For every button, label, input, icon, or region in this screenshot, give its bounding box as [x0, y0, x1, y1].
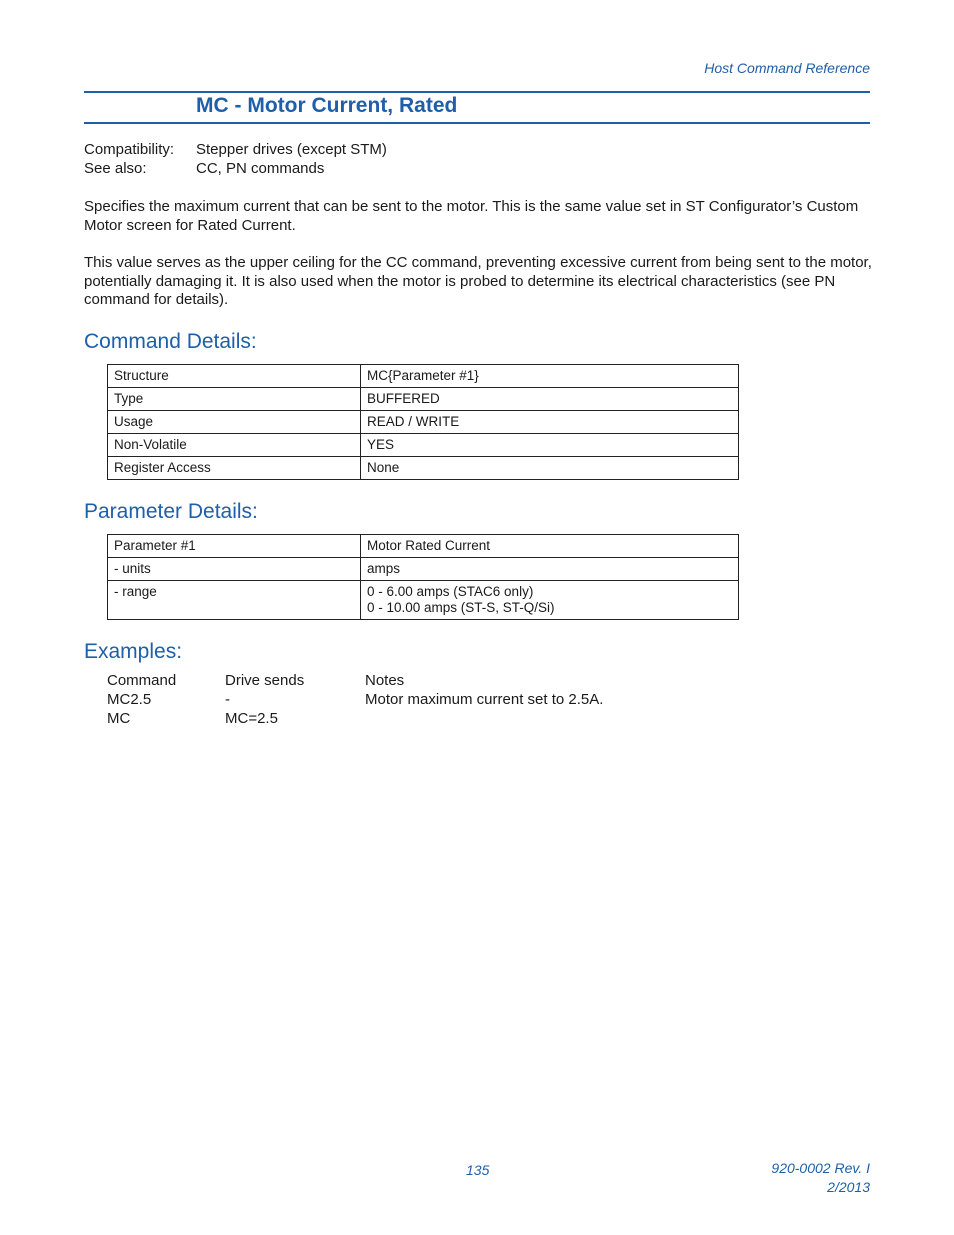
command-details-heading: Command Details:	[84, 330, 257, 353]
table-row	[108, 365, 739, 388]
see-also-label: See also:	[84, 160, 147, 177]
example-drive-sends: MC=2.5	[225, 710, 278, 727]
footer-revision-block	[771, 1159, 870, 1197]
table-cell-label: Parameter #1	[108, 535, 361, 558]
table-cell-label: Structure	[108, 365, 361, 388]
table-cell-value	[361, 581, 739, 620]
table-row	[108, 457, 739, 480]
description-paragraph-1: Specifies the maximum current that can be sent to the motor. This is the same value set in ST Configurator’s Custom Motor screen for Rated Current.	[84, 198, 859, 234]
column-header-drive-sends: Drive sends	[225, 672, 305, 689]
table-cell-value: Motor Rated Current	[361, 535, 739, 558]
table-row	[108, 434, 739, 457]
page-title: MC - Motor Current, Rated	[196, 94, 458, 117]
column-header-notes: Notes	[365, 672, 405, 689]
command-details-table	[107, 364, 739, 480]
table-row	[108, 388, 739, 411]
table-row	[108, 558, 739, 581]
table-cell-value: YES	[361, 434, 739, 457]
page-number: 135	[466, 1162, 490, 1178]
table-cell-value: READ / WRITE	[361, 411, 739, 434]
see-also-value: CC, PN commands	[196, 160, 325, 177]
table-cell-label: - range	[108, 581, 361, 620]
document-date: 2/2013	[827, 1179, 870, 1195]
column-header-command: Command	[107, 672, 177, 689]
parameter-details-heading: Parameter Details:	[84, 500, 258, 523]
table-cell-value: None	[361, 457, 739, 480]
title-rule-top	[84, 91, 870, 93]
table-cell-label: Register Access	[108, 457, 361, 480]
range-line-1: 0 - 6.00 amps (STAC6 only)	[367, 584, 534, 599]
range-line-2: 0 - 10.00 amps (ST-S, ST-Q/Si)	[367, 600, 555, 615]
table-cell-label: - units	[108, 558, 361, 581]
table-row	[108, 411, 739, 434]
description-paragraph-2: This value serves as the upper ceiling for the CC command, preventing excessive current from being sent to the motor, potentially damaging it. It is also used when the motor is probed to determine its electrical characteristics (see PN command for details).	[84, 254, 872, 308]
table-row	[108, 535, 739, 558]
example-drive-sends: -	[225, 691, 230, 708]
example-command: MC2.5	[107, 691, 152, 708]
compatibility-label: Compatibility:	[84, 141, 175, 158]
examples-heading: Examples:	[84, 640, 183, 663]
table-cell-label: Usage	[108, 411, 361, 434]
example-command: MC	[107, 710, 131, 727]
table-cell-value: MC{Parameter #1}	[361, 365, 739, 388]
compatibility-value: Stepper drives (except STM)	[196, 141, 387, 158]
document-revision: 920-0002 Rev. I	[771, 1160, 870, 1176]
running-header: Host Command Reference	[704, 60, 870, 76]
table-cell-value: amps	[361, 558, 739, 581]
title-rule-bottom	[84, 122, 870, 124]
parameter-details-table	[107, 534, 739, 620]
table-row	[108, 581, 739, 620]
example-notes: Motor maximum current set to 2.5A.	[365, 691, 604, 708]
table-cell-label: Non-Volatile	[108, 434, 361, 457]
table-cell-label: Type	[108, 388, 361, 411]
table-cell-value: BUFFERED	[361, 388, 739, 411]
